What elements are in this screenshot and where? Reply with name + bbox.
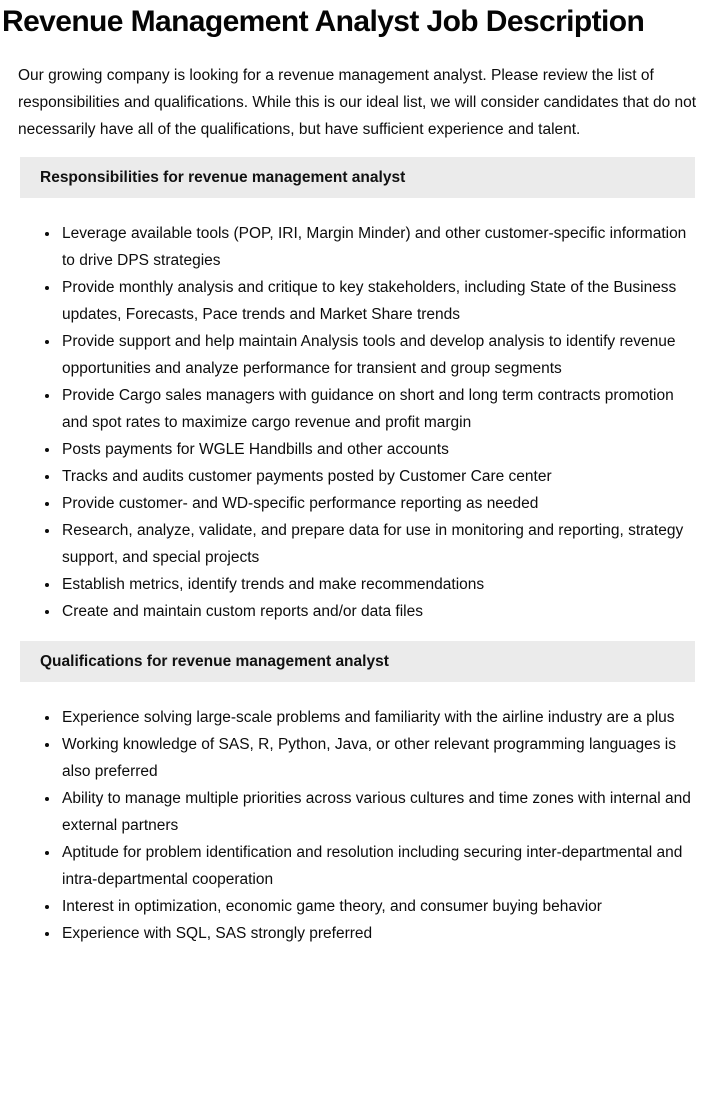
intro-paragraph: Our growing company is looking for a revenue management analyst. Please review the list of responsibilities and qualifications. While this is our ideal list, we will consider candidates that do not necessarily have all of the qualifications, but have sufficient experience and talent. — [18, 67, 697, 138]
list-item: • Provide Cargo sales managers with guidance on short and long term contracts promotion and spot rates to maximize cargo revenue and profit margin — [60, 382, 700, 436]
list-item: • Research, analyze, validate, and prepare data for use in monitoring and reporting, strategy support, and special projects — [60, 517, 700, 571]
list-item: • Establish metrics, identify trends and make recommendations — [60, 571, 700, 598]
qualifications-section-header: Qualifications for revenue management analyst — [20, 641, 695, 682]
list-item: • Aptitude for problem identification and resolution including securing inter-departmental and intra-departmental cooperation — [60, 839, 700, 893]
list-item: • Create and maintain custom reports and/or data files — [60, 598, 700, 625]
list-item: • Provide support and help maintain Analysis tools and develop analysis to identify revenue opportunities and analyze performance for transient and group segments — [60, 328, 700, 382]
list-item: • Experience solving large-scale problems and familiarity with the airline industry are a plus — [60, 704, 700, 731]
list-item: • Leverage available tools (POP, IRI, Margin Minder) and other customer-specific information to drive DPS strategies — [60, 220, 700, 274]
qualifications-list — [0, 704, 700, 947]
list-item: • Experience with SQL, SAS strongly preferred — [60, 920, 700, 947]
responsibilities-section-header: Responsibilities for revenue management analyst — [20, 157, 695, 198]
list-item: • Provide monthly analysis and critique to key stakeholders, including State of the Business updates, Forecasts, Pace trends and Market Share trends — [60, 274, 700, 328]
responsibilities-list — [0, 220, 700, 625]
page-title: Revenue Management Analyst Job Description — [2, 5, 645, 38]
list-item: • Tracks and audits customer payments posted by Customer Care center — [60, 463, 700, 490]
list-item: • Provide customer- and WD-specific performance reporting as needed — [60, 490, 700, 517]
list-item: • Interest in optimization, economic game theory, and consumer buying behavior — [60, 893, 700, 920]
list-item: • Working knowledge of SAS, R, Python, Java, or other relevant programming languages is also preferred — [60, 731, 700, 785]
list-item: • Posts payments for WGLE Handbills and other accounts — [60, 436, 700, 463]
list-item: • Ability to manage multiple priorities across various cultures and time zones with internal and external partners — [60, 785, 700, 839]
